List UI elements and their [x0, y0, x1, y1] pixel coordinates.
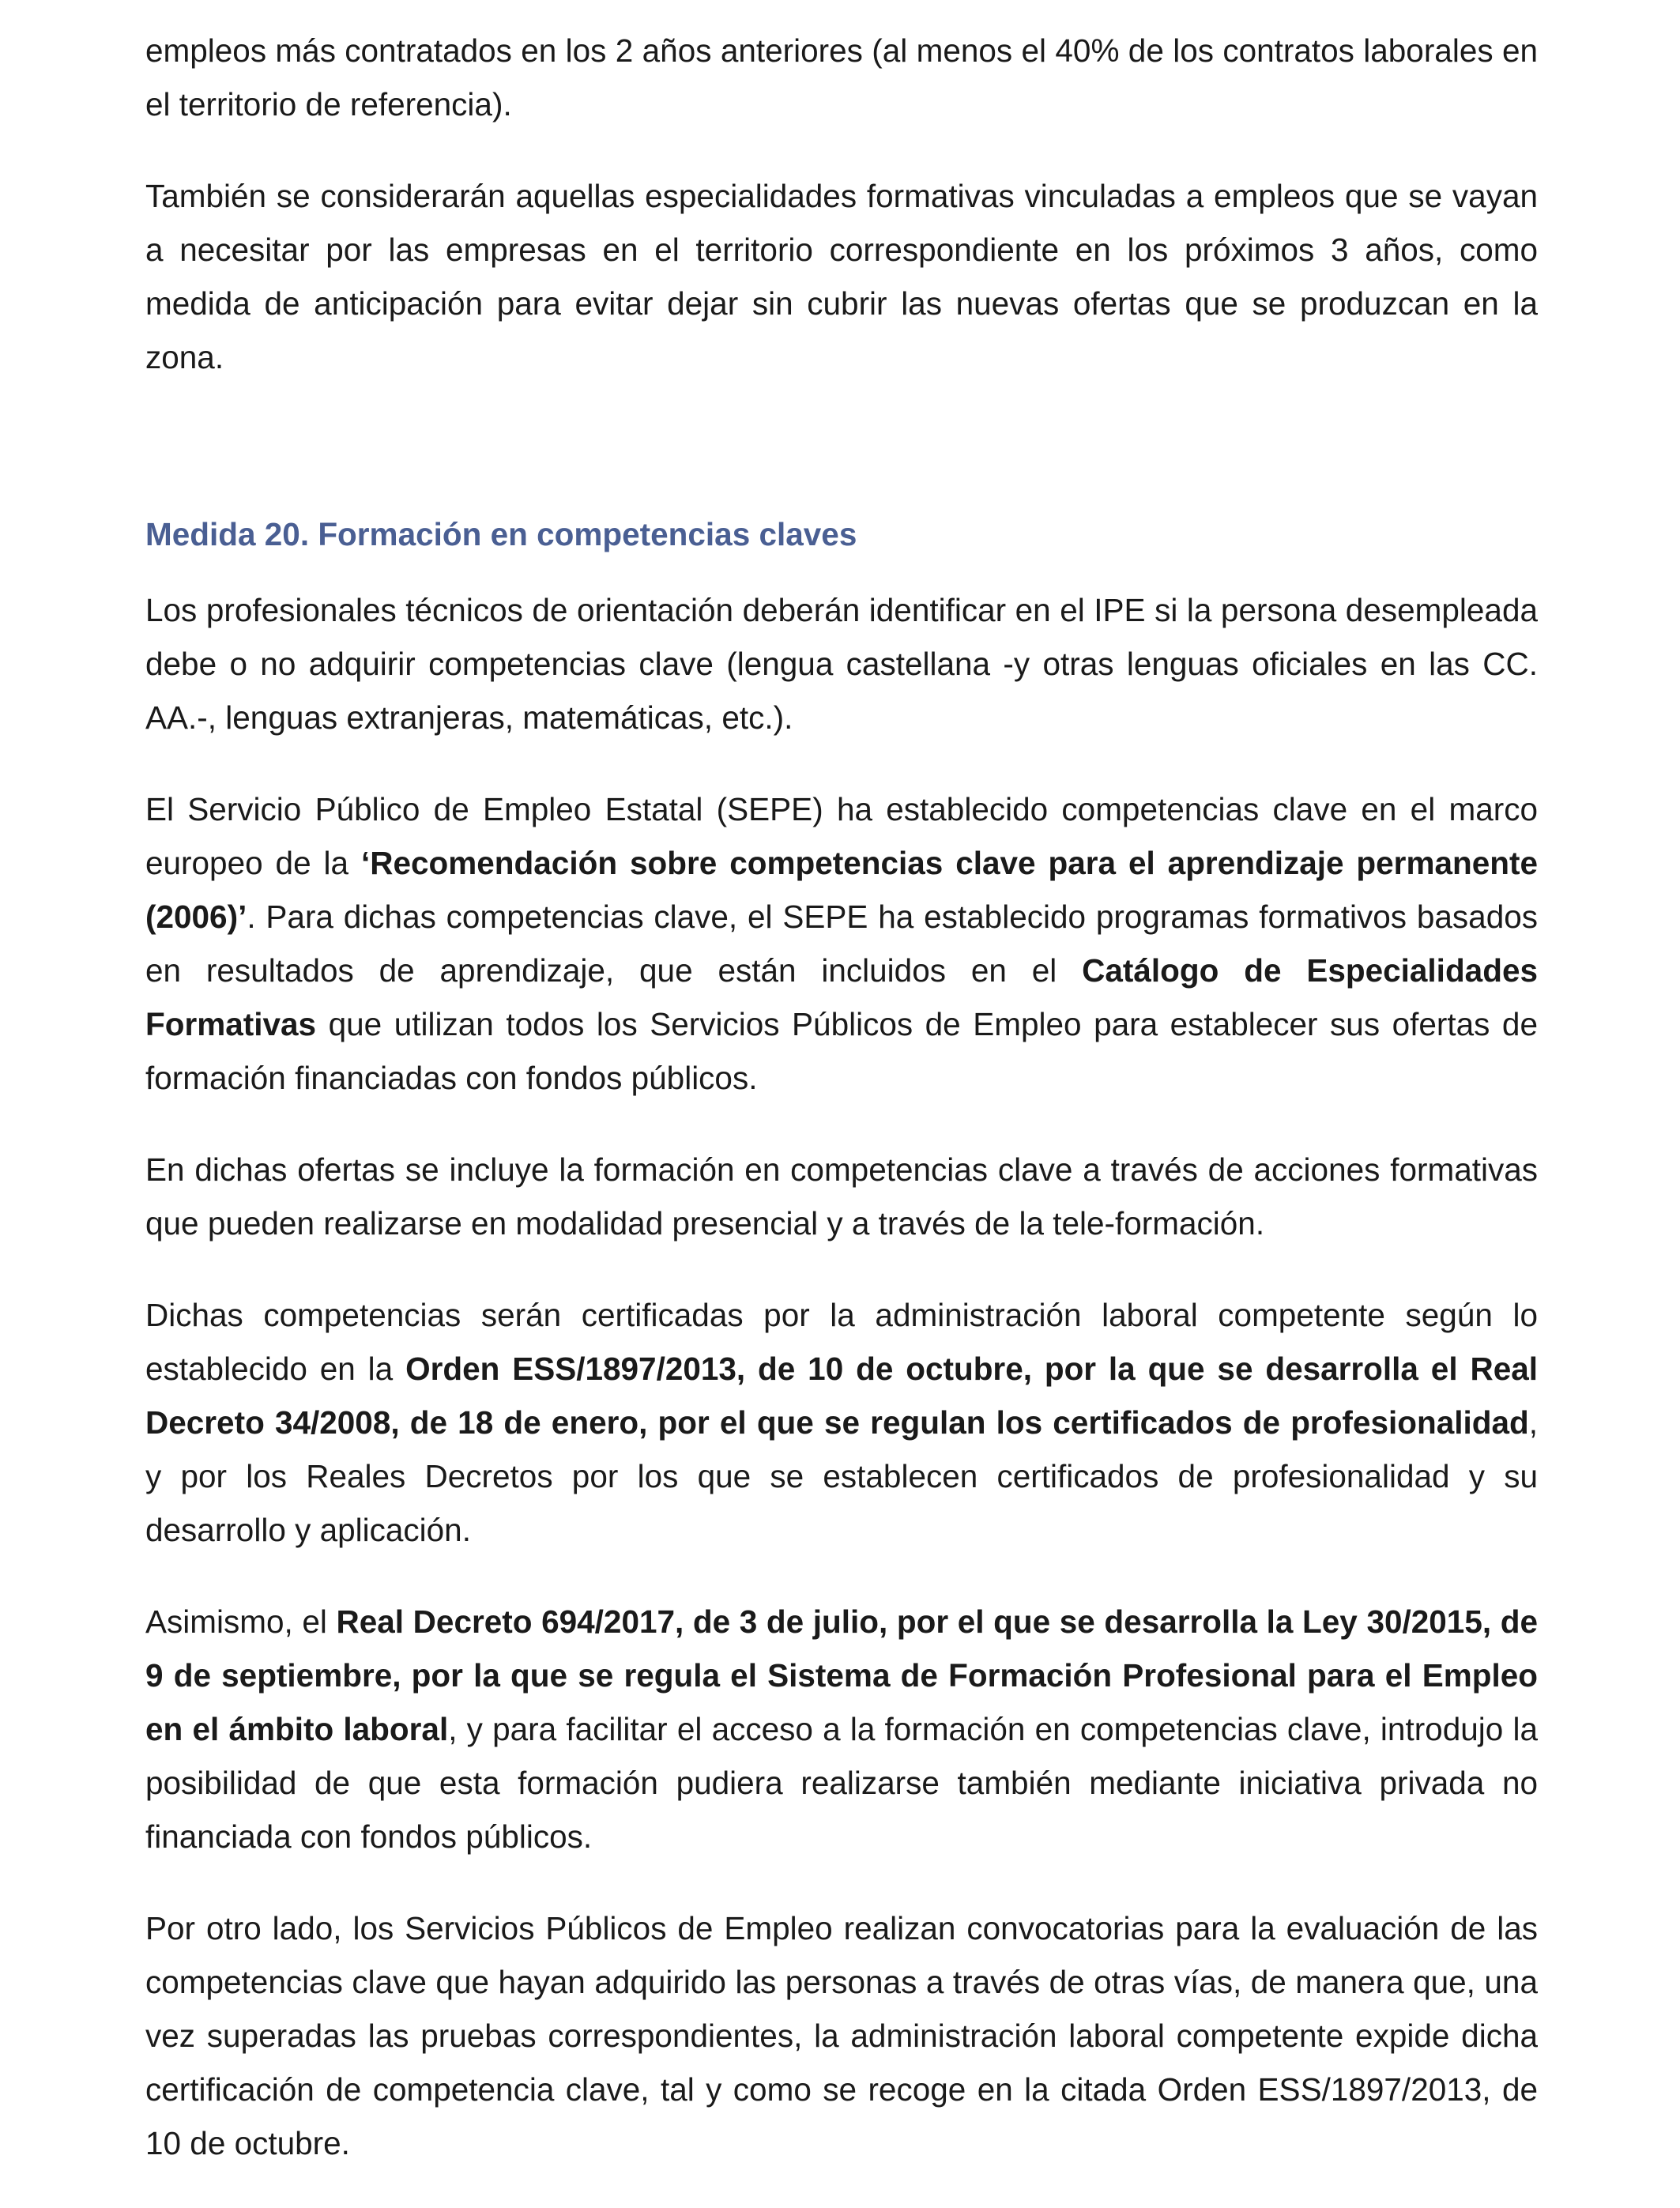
- paragraph-ofertas: En dichas ofertas se incluye la formación en competencias clave a través de acciones formativas que pueden realizarse en modalidad presencial y a través de la tele-formación.: [145, 1151, 1538, 1242]
- bold-real-decreto: Real Decreto 694/2017, de 3 de julio, por el que se desarrolla la Ley 30/2015, de 9 de septiembre, por la que se regula el Sistema de Formación Profesional para el Empleo en el ámbito laboral: [145, 1603, 1538, 1747]
- text-run: , y por los Reales Decretos por los que se establecen certificados de profesionalidad y su desarrollo y aplicación.: [145, 1404, 1538, 1548]
- paragraph-sepe: [145, 782, 1538, 1105]
- text-run: . Para dichas competencias clave, el SEPE ha establecido programas formativos basados en resultados de aprendizaje, que están incluidos en el: [145, 899, 1538, 989]
- paragraph-orientacion: Los profesionales técnicos de orientación deberán identificar en el IPE si la persona desempleada debe o no adquirir competencias clave (lengua castellana -y otras lenguas oficiales en las CC. AA.-, lenguas extranjeras, matemáticas, etc.).: [145, 592, 1538, 736]
- paragraph-convocatorias: Por otro lado, los Servicios Públicos de Empleo realizan convocatorias para la evaluación de las competencias clave que hayan adquirido las personas a través de otras vías, de manera que, una vez superadas las pruebas correspondientes, la administración laboral competente expide dicha certificación de competencia clave, tal y como se recoge en la citada Orden ESS/1897/2013, de 10 de octubre.: [145, 1910, 1538, 2161]
- bold-recomendacion: ‘Recomendación sobre competencias clave para el aprendizaje permanente (2006)’: [145, 845, 1538, 935]
- text-run: Asimismo, el: [145, 1603, 337, 1640]
- text-run: que utilizan todos los Servicios Públicos de Empleo para establecer sus ofertas de formación financiadas con fondos públicos.: [145, 1006, 1538, 1096]
- bold-orden: Orden ESS/1897/2013, de 10 de octubre, por la que se desarrolla el Real Decreto 34/2008, de 18 de enero, por el que se regulan los certificados de profesionalidad: [145, 1351, 1538, 1441]
- paragraph-empleos: empleos más contratados en los 2 años anteriores (al menos el 40% de los contratos laborales en el territorio de referencia).: [145, 32, 1538, 122]
- text-run: , y para facilitar el acceso a la formación en competencias clave, introdujo la posibilidad de que esta formación pudiera realizarse también mediante iniciativa privada no financiada con fondos públicos.: [145, 1711, 1538, 1855]
- document-page: [145, 24, 1538, 2208]
- paragraph-especialidades: También se considerarán aquellas especialidades formativas vinculadas a empleos que se vayan a necesitar por las empresas en el territorio correspondiente en los próximos 3 años, como medida de anticipación para evitar dejar sin cubrir las nuevas ofertas que se produzcan en la zona.: [145, 178, 1538, 375]
- paragraph-certificadas: [145, 1288, 1538, 1557]
- section-heading: Medida 20. Formación en competencias claves: [145, 516, 857, 552]
- paragraph-asimismo: [145, 1595, 1538, 1863]
- text-run: Dichas competencias serán certificadas por la administración laboral competente según lo establecido en la: [145, 1297, 1538, 1387]
- text-run: El Servicio Público de Empleo Estatal (SEPE) ha establecido competencias clave en el marco europeo de la: [145, 791, 1538, 881]
- bold-catalogo: Catálogo de Especialidades Formativas: [145, 952, 1538, 1042]
